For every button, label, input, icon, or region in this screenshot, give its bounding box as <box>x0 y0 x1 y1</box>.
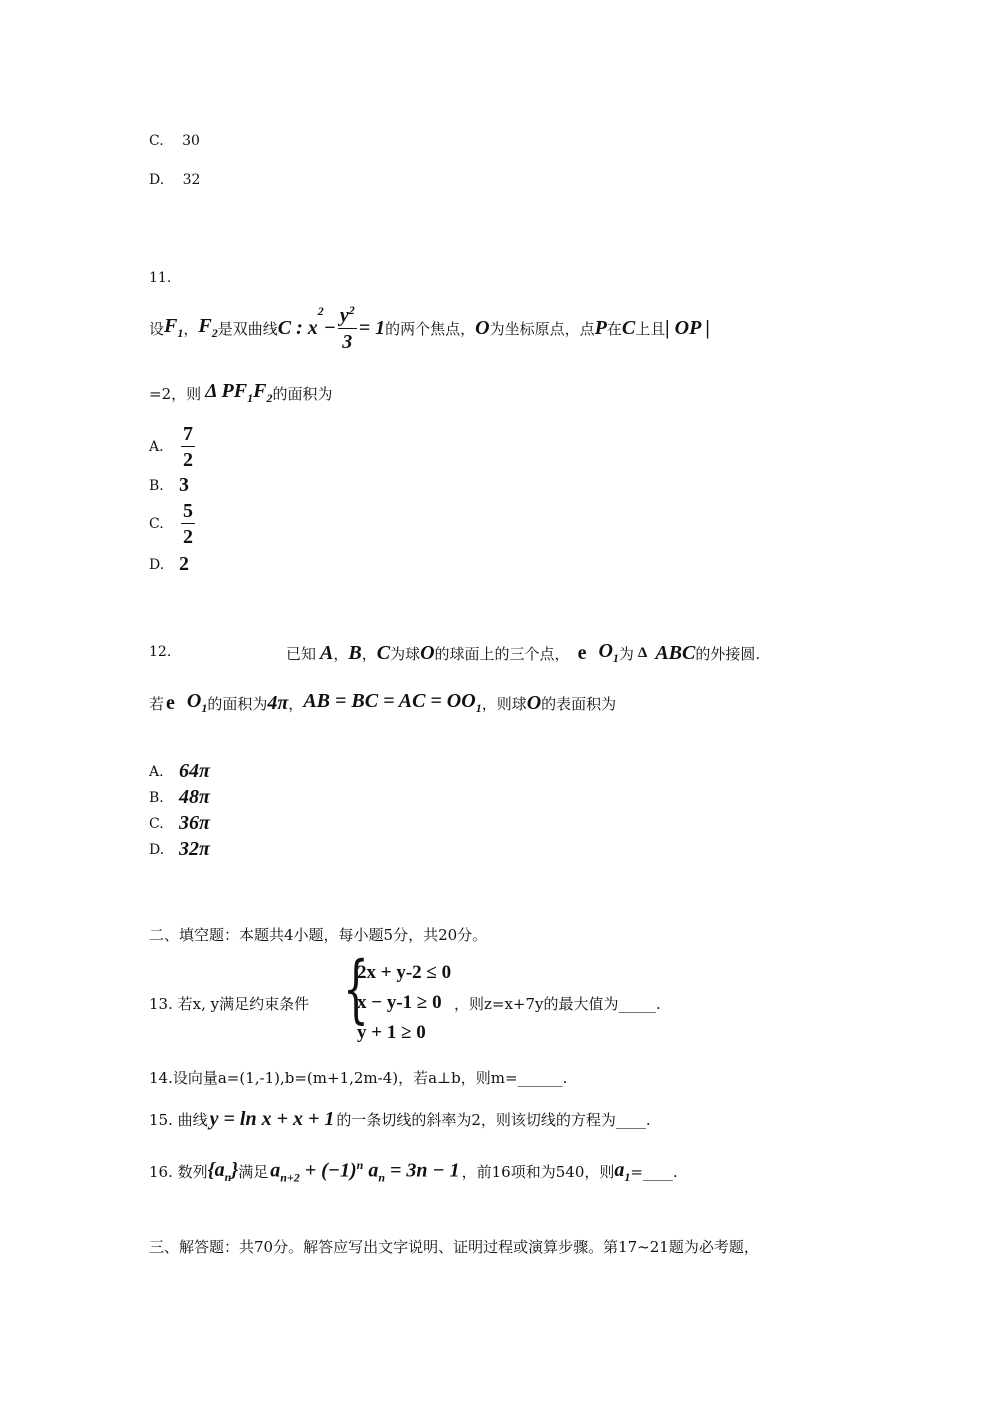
text: 的球面上的三个点， <box>434 644 570 663</box>
text: 的表面积为 <box>541 694 617 713</box>
math-f1: $F_1$ <box>164 315 184 340</box>
constraint-2: x − y-1 ≥ 0 <box>357 992 442 1013</box>
q13-suffix: ，则z=x+7y的最大值为_____. <box>454 995 661 1013</box>
math-a1: $a_1$ <box>614 1158 631 1184</box>
option-value: 32π <box>179 838 210 860</box>
text: 设 <box>149 319 165 338</box>
option-label: B. <box>149 477 164 494</box>
text: 的外接圆. <box>695 644 761 663</box>
option-text: 30 <box>182 133 200 149</box>
text: ， <box>361 644 377 663</box>
q12-option-b <box>149 786 210 809</box>
q16-line <box>149 1158 678 1186</box>
option-value: 2 <box>179 553 189 575</box>
option-label: A. <box>149 439 164 455</box>
q12-option-a <box>149 760 210 783</box>
q12-number: 12. <box>149 644 172 660</box>
text: ，则球 <box>481 694 527 713</box>
q11-option-c <box>149 501 197 547</box>
text: 的一条切线的斜率为2，则该切线的方程为____. <box>336 1111 651 1129</box>
text: 的两个焦点， <box>385 319 476 338</box>
option-label: D. <box>149 841 165 858</box>
math-op: | OP | <box>665 316 710 339</box>
q12-line2 <box>149 690 616 716</box>
q15-line <box>149 1108 651 1131</box>
math-equalities: AB = BC = AC = $OO_1$ <box>303 690 482 715</box>
q11-option-d <box>149 553 189 576</box>
math-curve: y = ln x + x + 1 <box>209 1108 335 1130</box>
q11-option-b <box>149 474 189 497</box>
option-label: D. <box>149 172 165 188</box>
text: 为 <box>618 644 634 663</box>
math-sequence: $\{a_n\}$ <box>207 1158 239 1184</box>
option-value: 64π <box>179 760 210 782</box>
text: 若 <box>149 694 165 713</box>
q12-option-d <box>149 838 210 861</box>
option-value: 36π <box>179 812 210 834</box>
math-c: C <box>376 641 391 664</box>
circle-symbol: e <box>166 691 175 714</box>
text: ， <box>288 694 304 713</box>
constraint-1: 2x + y-2 ≤ 0 <box>357 962 452 983</box>
q10-option-d <box>149 172 200 188</box>
text: 为坐标原点，点 <box>489 319 595 338</box>
option-label: B. <box>149 789 164 806</box>
text: =2，则 <box>149 384 202 403</box>
option-value: 48π <box>179 786 210 808</box>
section-2-heading: 二、填空题：本题共4小题，每小题5分，共20分。 <box>149 926 488 944</box>
q13-constraints <box>357 958 451 1048</box>
text: 是双曲线 <box>217 319 278 338</box>
math-o1: $O_1$ <box>186 690 208 715</box>
q11-line1 <box>149 304 710 352</box>
text: 的面积为 <box>207 694 268 713</box>
constraint-3: y + 1 ≥ 0 <box>357 1022 426 1043</box>
math-o: O <box>526 691 542 714</box>
math-hyperbola: C : x $^2$ − $\frac{y^2}{3}$ = 1 <box>277 303 386 353</box>
q12-option-c <box>149 812 210 835</box>
q14-text: 14.设向量a=(1,-1),b=(m+1,2m-4)，若a⊥b，则m=______. <box>149 1069 568 1087</box>
fraction: $\frac{5}{2}$ <box>183 500 193 548</box>
text: ，前16项和为540，则 <box>461 1163 615 1182</box>
math-triangle: Δ $PF_1F_2$ <box>205 380 273 405</box>
q10-option-c <box>149 133 200 149</box>
text: 上且 <box>635 319 666 338</box>
text: 为球 <box>390 644 421 663</box>
math-abc: ABC <box>655 641 696 664</box>
circle-symbol: e <box>577 641 587 664</box>
option-label: D. <box>149 556 165 573</box>
math-c: C <box>621 316 636 339</box>
q11-number: 11. <box>149 270 172 286</box>
math-a: A <box>320 641 334 664</box>
math-area: 4π <box>267 691 289 714</box>
option-text: 32 <box>182 172 201 188</box>
triangle-symbol: Δ <box>637 644 648 661</box>
q11-line2 <box>149 380 332 406</box>
math-recurrence: $a_{n+2} + (-1)^n$ $a_n = 3n - 1$ <box>270 1158 460 1185</box>
q13-prefix: 13. 若x, y满足约束条件 <box>149 995 310 1013</box>
text: 在 <box>606 319 622 338</box>
math-b: B <box>348 641 362 664</box>
text: 已知 <box>286 644 317 663</box>
q12-line1 <box>286 640 760 666</box>
text: 15. 曲线 <box>149 1111 208 1129</box>
text: =____. <box>630 1162 678 1181</box>
math-o: O <box>475 316 490 339</box>
math-p: P <box>594 316 607 339</box>
option-value: 3 <box>179 474 189 496</box>
option-label: C. <box>149 516 164 532</box>
text: 16. 数列 <box>149 1163 208 1182</box>
section-3-heading: 三、解答题：共70分。解答应写出文字说明、证明过程或演算步骤。第17~21题为必考题， <box>149 1238 759 1256</box>
text: 满足 <box>238 1163 269 1182</box>
option-label: A. <box>149 763 164 780</box>
text: ， <box>183 319 199 338</box>
math-o: O <box>420 641 435 664</box>
fraction: $\frac{7}{2}$ <box>183 423 193 471</box>
text: 的面积为 <box>272 384 333 403</box>
math-f2: $F_2$ <box>198 315 218 340</box>
option-label: C. <box>149 133 164 149</box>
q11-option-a <box>149 424 197 470</box>
text: ， <box>333 644 349 663</box>
option-label: C. <box>149 815 164 832</box>
math-o1: $O_1$ <box>598 640 619 665</box>
brace-symbol: { <box>343 946 369 1032</box>
